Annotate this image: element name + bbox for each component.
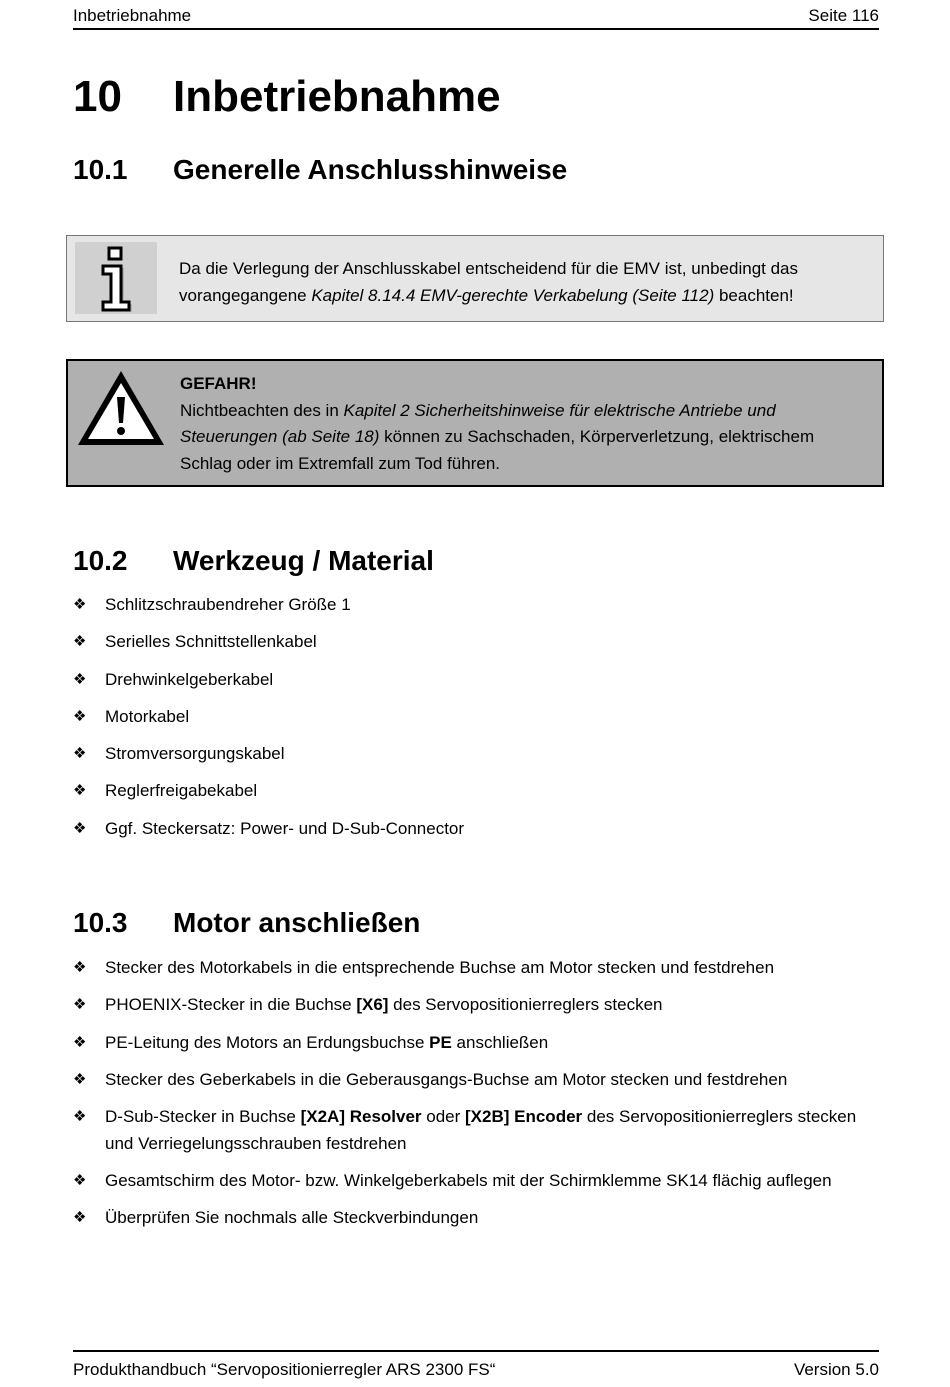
page-header (73, 4, 879, 30)
section-heading-10-3 (73, 907, 420, 939)
danger-box (66, 359, 884, 487)
info-box (66, 235, 884, 322)
bullet-icon: ❖ (73, 1033, 87, 1051)
bullet-icon: ❖ (73, 819, 87, 837)
bullet-icon: ❖ (73, 670, 87, 688)
section-number: 10.2 (73, 545, 128, 576)
danger-title: GEFAHR! (180, 374, 257, 393)
bullet-icon: ❖ (73, 707, 87, 725)
section-title: Motor anschließen (173, 907, 421, 938)
chapter-heading (73, 72, 501, 122)
bullet-icon: ❖ (73, 1070, 87, 1088)
bullet-icon: ❖ (73, 596, 87, 613)
bullet-icon: ❖ (73, 782, 87, 800)
motor-steps-list (73, 955, 883, 1243)
bullet-icon: ❖ (73, 745, 87, 763)
footer-title: Produkthandbuch “Servopositionierregler ARS 2300 FS“ (73, 1360, 496, 1379)
list-item: ❖ PE-Leitung des Motors an Erdungsbuchse PE anschließen (73, 1030, 883, 1057)
bullet-icon: ❖ (73, 633, 87, 651)
list-item: ❖ Schlitzschraubendreher Größe 1 (73, 592, 883, 619)
list-item: ❖ Motorkabel (73, 704, 883, 731)
bullet-icon: ❖ (73, 959, 87, 976)
header-page-number: Seite 116 (808, 6, 879, 25)
page-footer (73, 1350, 879, 1382)
section-number: 10.1 (73, 154, 128, 185)
section-number: 10.3 (73, 907, 128, 938)
bullet-icon: ❖ (73, 1209, 87, 1227)
section-title: Generelle Anschlusshinweise (173, 154, 568, 185)
danger-text (180, 371, 862, 477)
section-title: Werkzeug / Material (173, 545, 434, 576)
list-item: ❖ Gesamtschirm des Motor- bzw. Winkelgeberkabels mit der Schirmklemme SK14 flächig auflegen (73, 1168, 883, 1195)
list-item: ❖ Stromversorgungskabel (73, 741, 883, 768)
section-heading-10-2 (73, 545, 434, 577)
list-item: ❖ Stecker des Geberkabels in die Geberausgangs-Buchse am Motor stecken und festdrehen (73, 1067, 883, 1094)
warning-triangle-icon (74, 365, 168, 454)
bullet-icon: ❖ (73, 996, 87, 1014)
chapter-title: Inbetriebnahme (173, 72, 501, 121)
material-list (73, 592, 883, 853)
list-item: ❖ Drehwinkelgeberkabel (73, 667, 883, 694)
danger-body: Nichtbeachten des in Kapitel 2 Sicherheitshinweise für elektrische Antriebe und Steuerungen (ab Seite 18) können zu Sachschaden, Körperverletzung, elektrischem Schlag oder im Extremfall zum Tod führen. (180, 400, 815, 473)
list-item: ❖ Ggf. Steckersatz: Power- und D-Sub-Connector (73, 816, 883, 843)
list-item: ❖ Überprüfen Sie nochmals alle Steckverbindungen (73, 1205, 883, 1232)
list-item: ❖ Serielles Schnittstellenkabel (73, 629, 883, 656)
list-item: ❖ PHOENIX-Stecker in die Buchse [X6] des Servopositionierreglers stecken (73, 992, 883, 1019)
info-icon (73, 240, 159, 321)
header-section: Inbetriebnahme (73, 6, 192, 25)
bullet-icon: ❖ (73, 1171, 87, 1189)
list-item: ❖ Reglerfreigabekabel (73, 778, 883, 805)
info-text: Da die Verlegung der Anschlusskabel entscheidend für die EMV ist, unbedingt das vorangegangene Kapitel 8.14.4 EMV-gerechte Verkabelung (Seite 112) beachten! (179, 259, 799, 305)
footer-version: Version 5.0 (793, 1360, 879, 1379)
chapter-number: 10 (73, 72, 122, 121)
list-item: ❖ Stecker des Motorkabels in die entsprechende Buchse am Motor stecken und festdrehen (73, 955, 883, 982)
list-item: ❖ D-Sub-Stecker in Buchse [X2A] Resolver oder [X2B] Encoder des Servopositionierreglers stecken und Verriegelungsschrauben festdrehen (73, 1104, 883, 1157)
bullet-icon: ❖ (73, 1108, 87, 1126)
section-heading-10-1 (73, 154, 567, 186)
